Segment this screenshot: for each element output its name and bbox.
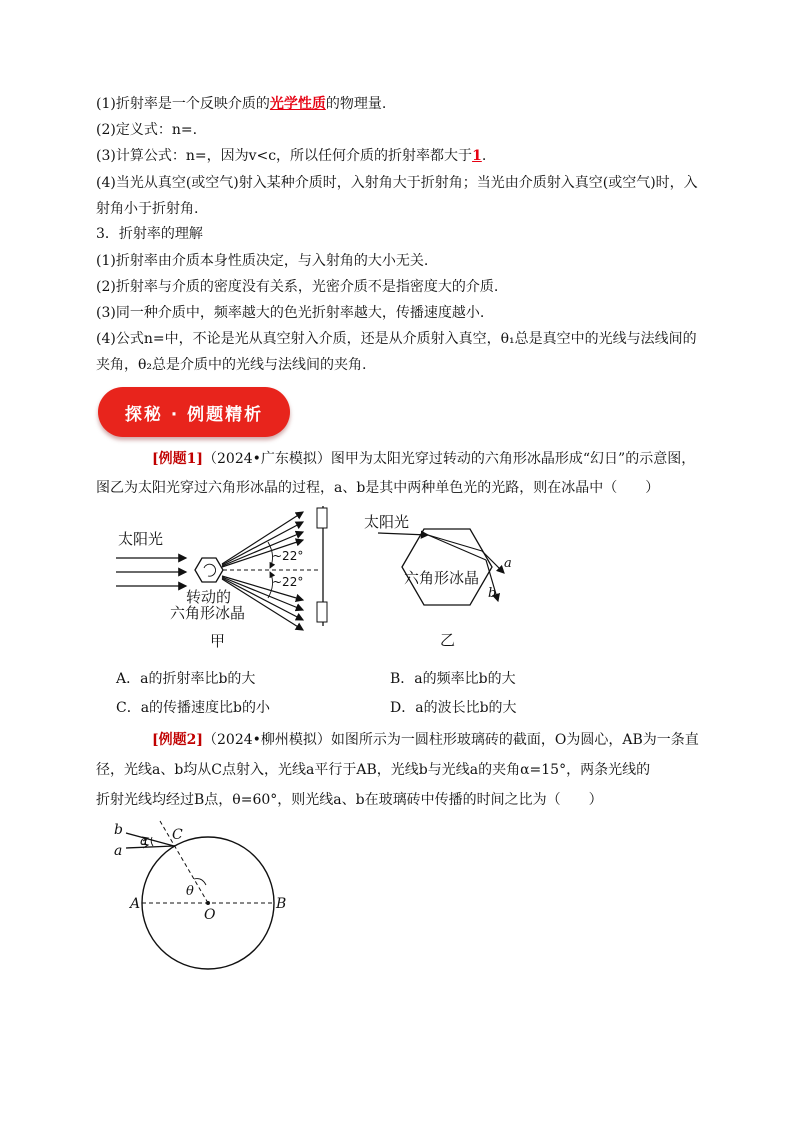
rotation-arrow-icon — [204, 564, 216, 576]
figure-jia — [108, 498, 340, 658]
ray-a — [482, 551, 504, 573]
understanding-4-line-1: (4)公式n=中，不论是光从真空射入介质，还是从介质射入真空，θ₁总是真空中的光线与法线间的 — [96, 331, 697, 347]
label-a-point: A — [130, 896, 141, 912]
crystal-label-line-2: 六角形冰晶 — [170, 604, 246, 622]
rotating-hexagon-crystal — [195, 558, 223, 582]
label-alpha: α — [140, 834, 149, 848]
point-4-line-2: 射角小于折射角. — [96, 201, 199, 217]
example-2-label: [例题2] — [152, 732, 203, 748]
sun-label: 太阳光 — [118, 530, 164, 548]
understanding-2: (2)折射率与介质的密度没有关系，光密介质不是指密度大的介质. — [96, 279, 499, 295]
figure-caption-jia: 甲 — [210, 632, 226, 650]
angle-bottom-label: ~22° — [272, 575, 304, 589]
figure-yi — [358, 505, 528, 655]
option-c: C．a的传播速度比b的小 — [116, 700, 271, 716]
label-theta: θ — [186, 884, 194, 899]
normal-line — [160, 821, 208, 903]
example-2-line-2: 径，光线a、b均从C点射入，光线a平行于AB，光线b与光线a的夹角α=15°，两条光线的 — [96, 762, 651, 778]
understanding-1: (1)折射率由介质本身性质决定，与入射角的大小无关. — [96, 253, 429, 269]
option-d: D．a的波长比b的大 — [390, 700, 517, 716]
section-banner: 探秘 · 例题精析 — [98, 387, 290, 437]
point-2: (2)定义式：n=. — [96, 122, 198, 138]
crystal-label-yi: 六角形冰晶 — [404, 569, 480, 587]
ray-a-incident — [126, 846, 174, 848]
label-o: O — [204, 907, 216, 923]
highlight-optical-property: 光学性质 — [269, 96, 326, 112]
point-1: (1)折射率是一个反映介质的光学性质的物理量. — [96, 96, 387, 112]
center-dot — [206, 901, 210, 905]
example-1-label: [例题1] — [152, 451, 203, 467]
option-a: A．a的折射率比b的大 — [116, 671, 256, 687]
figure-cylinder-cross-section — [108, 815, 308, 985]
highlight-one: 1 — [472, 148, 482, 164]
example-1-line-1: [例题1]（2024•广东模拟）图甲为太阳光穿过转动的六角形冰晶形成“幻日”的示意图， — [152, 451, 696, 467]
understanding-3: (3)同一种介质中，频率越大的色光折射率越大，传播速度越小. — [96, 305, 485, 321]
point-4-line-1: (4)当光从真空(或空气)射入某种介质时，入射角大于折射角；当光由介质射入真空(或空气)时，入 — [96, 175, 698, 191]
label-a: a — [114, 843, 123, 859]
label-c: C — [172, 827, 183, 843]
crystal-label-line-1: 转动的 — [186, 588, 232, 606]
point-3: (3)计算公式：n=，因为v<c，所以任何介质的折射率都大于1. — [96, 148, 487, 164]
sunlight-rays — [116, 558, 186, 586]
example-2-line-1: [例题2]（2024•柳州模拟）如图所示为一圆柱形玻璃砖的截面，O为圆心，AB为一条直 — [152, 732, 699, 748]
sun-label-yi: 太阳光 — [364, 513, 410, 531]
label-a: a — [504, 556, 512, 571]
label-b-point: B — [276, 896, 287, 912]
understanding-4-line-2: 夹角，θ₂总是介质中的光线与法线间的夹角. — [96, 357, 367, 373]
figure-caption-yi: 乙 — [440, 631, 456, 649]
lower-screen — [317, 602, 327, 622]
angle-top-label: ~22° — [272, 549, 304, 563]
option-b: B．a的频率比b的大 — [390, 671, 516, 687]
example-2-line-3: 折射光线均经过B点，θ=60°，则光线a、b在玻璃砖中传播的时间之比为（ ） — [96, 792, 603, 808]
upper-screen — [317, 508, 327, 528]
label-b: b — [488, 586, 497, 601]
label-b: b — [114, 822, 123, 838]
example-1-line-2: 图乙为太阳光穿过六角形冰晶的过程，a、b是其中两种单色光的光路，则在冰晶中（ ） — [96, 480, 660, 496]
section-3-heading: 3．折射率的理解 — [96, 226, 203, 242]
ray-b-incident — [126, 833, 174, 846]
